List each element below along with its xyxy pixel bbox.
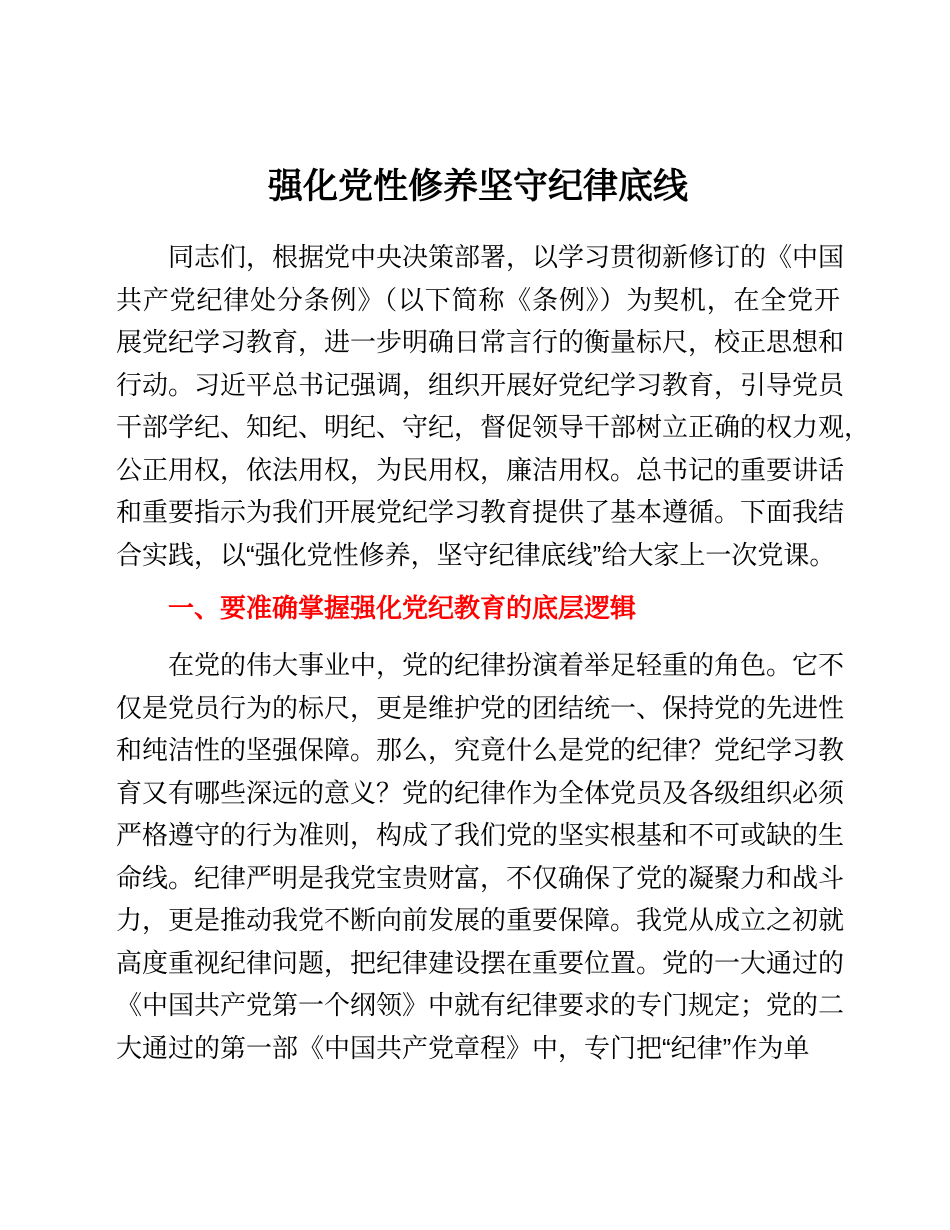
text-line: 仅是党员行为的标尺，更是维护党的团结统一、保持党的先进性 [116,692,845,723]
text-line: 严格遵守的行为准则，构成了我们党的坚实根基和不可或缺的生 [116,820,845,850]
text-line: 和重要指示为我们开展党纪学习教育提供了基本遵循。下面我结 [116,497,845,527]
text-line: 和纯洁性的坚强保障。那么，究竟什么是党的纪律？党纪学习教 [116,735,845,765]
text-line: 行动。习近平总书记强调，组织开展好党纪学习教育，引导党员 [116,369,845,400]
text-line: 高度重视纪律问题，把纪律建设摆在重要位置。党的一大通过的 [116,947,845,978]
text-line: 干部学纪、知纪、明纪、守纪，督促领导干部树立正确的权力观， [116,412,871,442]
document-title: 强化党性修养坚守纪律底线 [267,167,688,206]
text-line: 《中国共产党第一个纲领》中就有纪律要求的专门规定；党的二 [116,990,845,1020]
paragraph-1 [116,236,871,576]
text-line: 共产党纪律处分条例》（以下简称《条例》）为契机，在全党开 [116,284,840,315]
text-line: 力，更是推动我党不断向前发展的重要保障。我党从成立之初就 [116,905,845,935]
text-line: 展党纪学习教育，进一步明确日常言行的衡量标尺，校正思想和 [116,327,845,357]
text-line: 在党的伟大事业中，党的纪律扮演着举足轻重的角色。它不 [168,650,845,680]
paragraph-2 [116,644,845,1069]
text-line: 合实践，以“强化党性修养，坚守纪律底线”给大家上一次党课。 [116,539,836,570]
text-line: 育又有哪些深远的意义？党的纪律作为全体党员及各级组织必须 [116,777,845,808]
text-line: 命线。纪律严明是我党宝贵财富，不仅确保了党的凝聚力和战斗 [116,862,845,893]
text-line: 大通过的第一部《中国共产党章程》中，专门把“纪律”作为单 [116,1032,810,1063]
text-line: 公正用权，依法用权，为民用权，廉洁用权。总书记的重要讲话 [116,454,845,485]
section-heading: 一、要准确掌握强化党纪教育的底层逻辑 [168,593,637,623]
text-line: 同志们，根据党中央决策部署，以学习贯彻新修订的《中国 [168,242,845,272]
